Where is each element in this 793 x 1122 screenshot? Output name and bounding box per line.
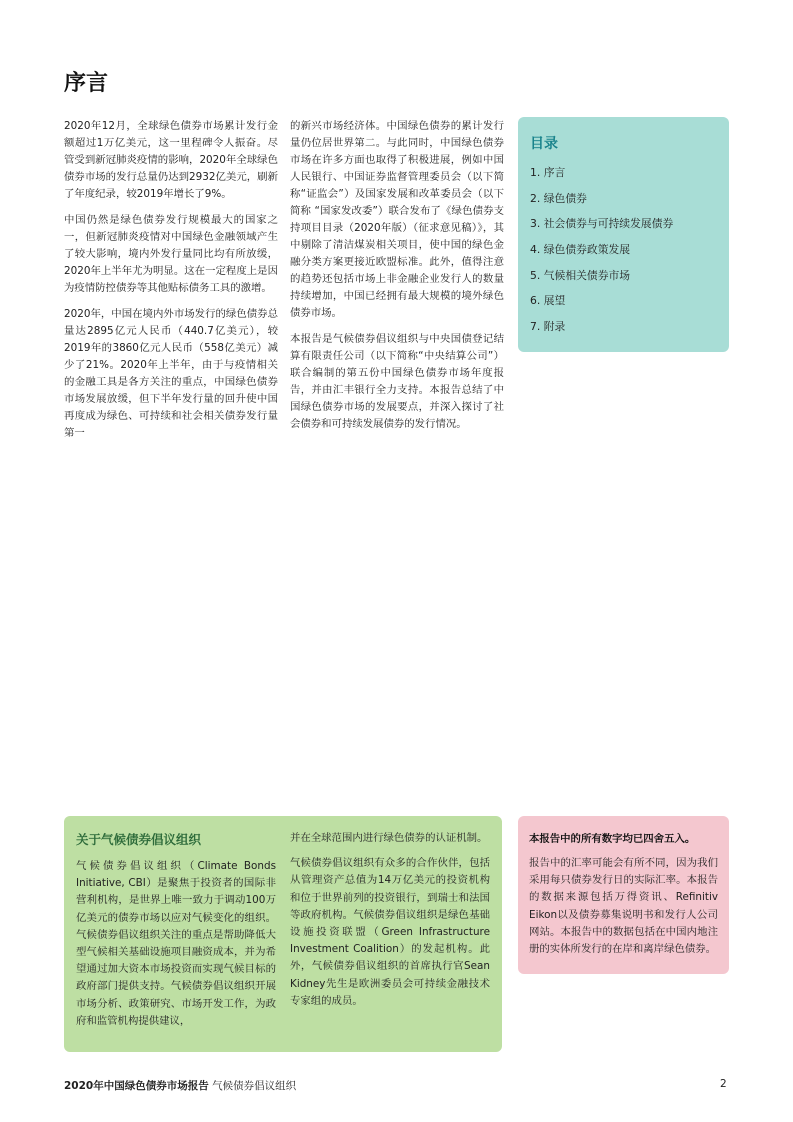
page-number: 2: [720, 1078, 727, 1090]
footer-org: 气候债券倡议组织: [212, 1080, 297, 1092]
preface-column-1: [64, 118, 278, 451]
page-title: 序言: [64, 71, 109, 96]
toc-title: 目录: [530, 136, 558, 152]
paragraph: 2020年，中国在境内外市场发行的绿色债券总量达2895亿元人民币（440.7亿美元），较2019年的3860亿元人民币（558亿美元）减少了21%。2020年上半年，由于与疫情相关的金融工具是各方关注的重点，中国绿色债券市场发展放缓，但下半年发行量的回升使中国再度成为绿色、可持续和社会相关债券发行量第一: [64, 308, 278, 439]
note-body: 报告中的汇率可能会有所不同，因为我们采用每只债券发行日的实际汇率。本报告的数据来源包括万得资讯、Refinitiv Eikon以及债券募集说明书和发行人公司网站。本报告中的数据包括在中国内地注册的实体所发行的在岸和离岸绿色债券。: [529, 857, 718, 956]
toc-item-policy[interactable]: 4. 绿色债券政策发展: [530, 243, 631, 257]
paragraph: 中国仍然是绿色债券发行规模最大的国家之一，但新冠肺炎疫情对中国绿色金融领域产生了较大影响，境内外发行量同比均有所放缓，2020年上半年尤为明显。这在一定程度上是因为疫情防控债券等其他贴标债务工具的激增。: [64, 214, 278, 294]
about-cbi-box: [64, 816, 502, 1052]
preface-column-2: [290, 118, 504, 442]
table-of-contents: [518, 117, 729, 352]
footer: [64, 1078, 296, 1093]
toc-item-outlook[interactable]: 6. 展望: [530, 294, 566, 308]
footer-report-name: 2020年中国绿色债券市场报告: [64, 1080, 209, 1092]
about-title: 关于气候债券倡议组织: [76, 832, 202, 847]
note-title: 本报告中的所有数字均已四舍五入。: [529, 833, 696, 845]
toc-item-social-bonds[interactable]: 3. 社会债券与可持续发展债券: [530, 217, 674, 231]
toc-item-appendix[interactable]: 7. 附录: [530, 320, 566, 334]
toc-item-green-bonds[interactable]: 2. 绿色债券: [530, 191, 587, 205]
about-column-2: [290, 830, 490, 1018]
paragraph: 气候债券倡议组织有众多的合作伙伴，包括从管理资产总值为14万亿美元的投资机构和位于世界前列的投资银行，到瑞士和法国等政府机构。气候债券倡议组织是绿色基础设施投资联盟（Green Infrastructure Investment Coalition）的发起机构。此外，气候债券倡议组织的首席执行官Sean Kidney先生是欧洲委员会可持续金融技术专家组的成员。: [290, 857, 490, 1007]
toc-item-preface[interactable]: 1. 序言: [530, 166, 566, 179]
about-column-1: [76, 858, 276, 1038]
paragraph: 气候债券倡议组织（Climate Bonds Initiative, CBI）是聚焦于投资者的国际非营利机构，是世界上唯一致力于调动100万亿美元的债券市场以应对气候变化的组织。气候债券倡议组织关注的重点是帮助降低大型气候相关基础设施项目融资成本，并为希望通过加大资本市场投资而实现气候目标的政府部门提供支持。气候债券倡议组织开展市场分析、政策研究、市场开发工作，为政府和监管机构提供建议，: [76, 860, 276, 1027]
paragraph: 并在全球范围内进行绿色债券的认证机制。: [290, 832, 488, 844]
paragraph: 2020年12月，全球绿色债券市场累计发行金额超过1万亿美元，这一里程碑令人振奋。尽管受到新冠肺炎疫情的影响，2020年全球绿色债券市场的发行总量仍达到2932亿美元，刷新了年度纪录，较2019年增长了9%。: [64, 120, 278, 200]
rounding-note-box: [518, 816, 729, 974]
toc-item-climate-market[interactable]: 5. 气候相关债券市场: [530, 268, 631, 282]
paragraph: 本报告是气候债券倡议组织与中央国债登记结算有限责任公司（以下简称“中央结算公司”）联合编制的第五份中国绿色债券市场年度报告，并由汇丰银行全力支持。本报告总结了中国绿色债券市场的发展要点，并深入探讨了社会债券和可持续发展债券的发行情况。: [290, 333, 504, 430]
paragraph: 的新兴市场经济体。中国绿色债券的累计发行量仍位居世界第二。与此同时，中国绿色债券市场在许多方面也取得了积极进展，例如中国人民银行、中国证券监督管理委员会（以下简称“证监会”）及国家发展和改革委员会（以下简称 “国家发改委”）联合发布了《绿色债券支持项目目录（2020年版）（征求意见稿）》，其中剔除了清洁煤炭相关项目，使中国的绿色金融分类方案更接近欧盟标准。此外，值得注意的趋势还包括市场上非金融企业发行人的数量持续增加，中国已经拥有最大规模的境外绿色债券市场。: [290, 120, 504, 319]
